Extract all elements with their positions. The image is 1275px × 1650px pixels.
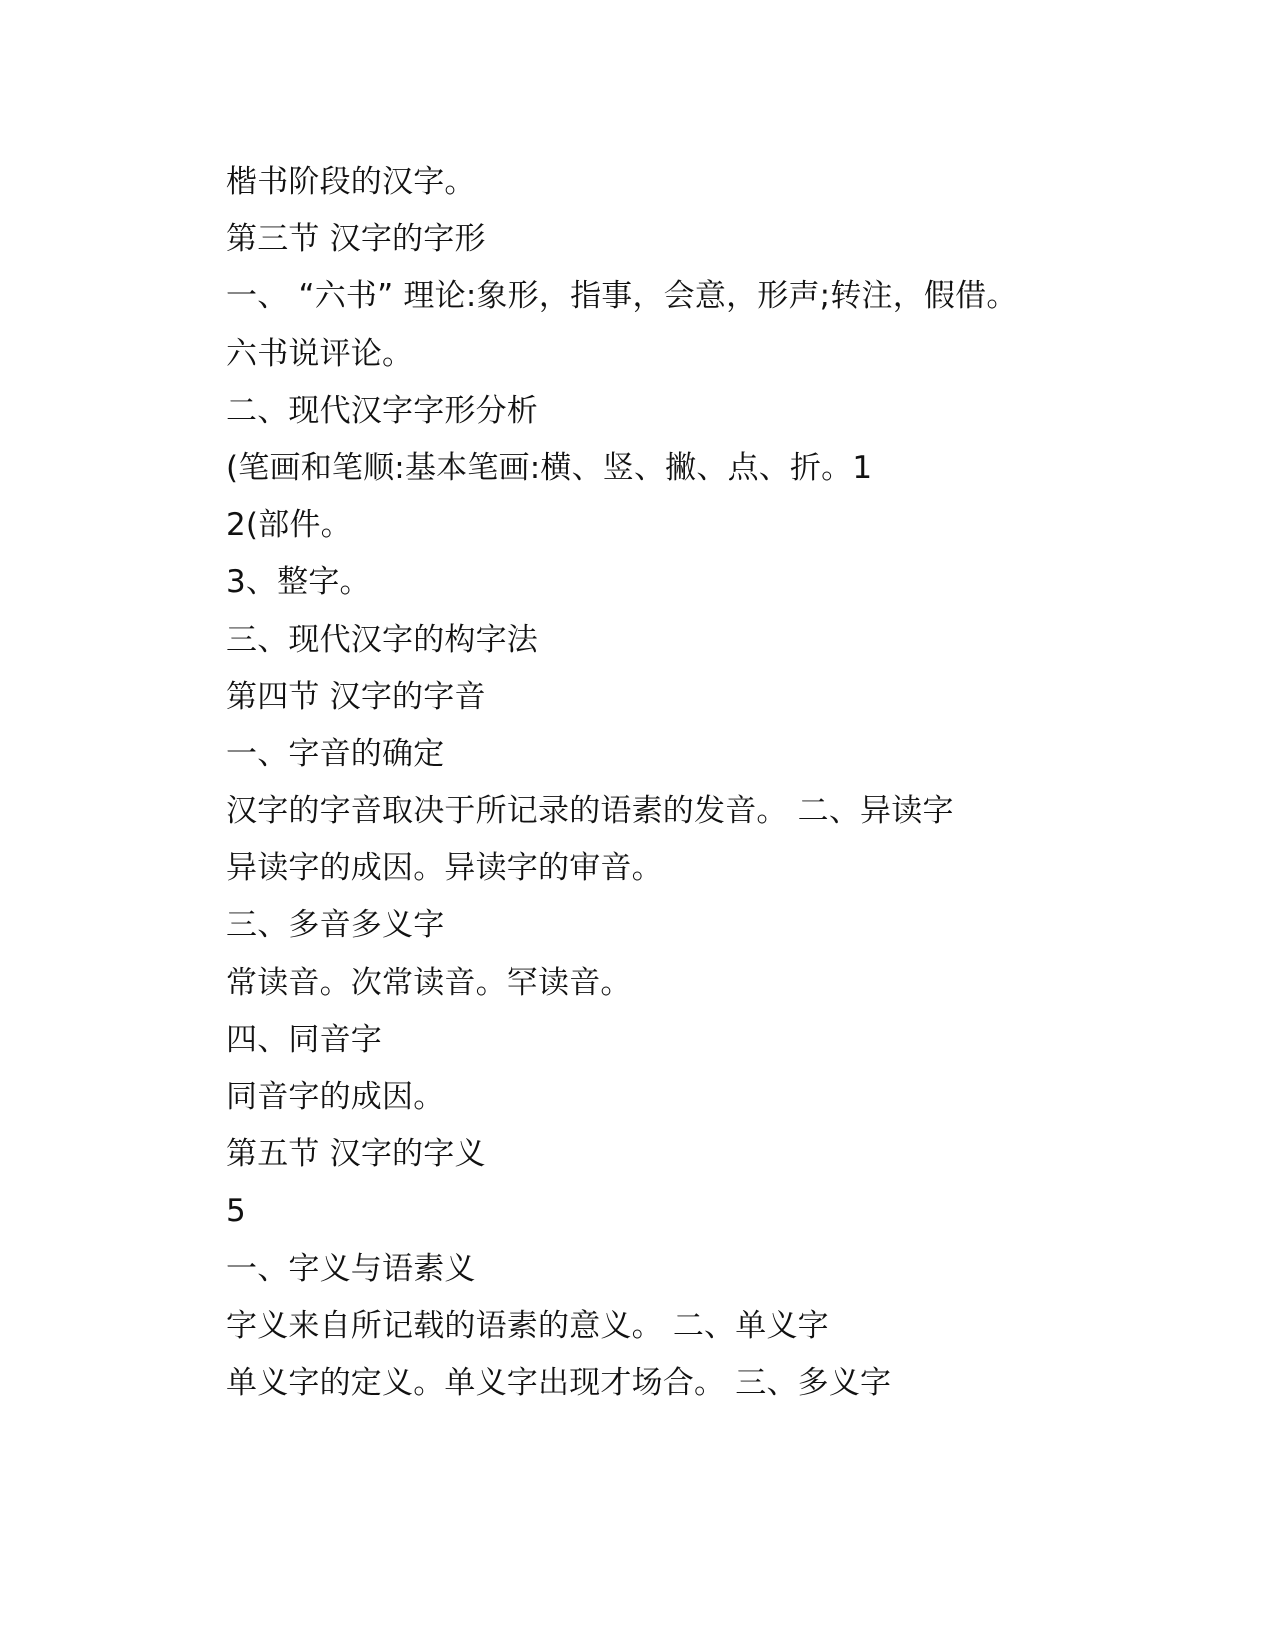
text-line: 同音字的成因。 <box>226 1079 445 1115</box>
text-line: 2(部件。 <box>226 507 352 544</box>
text-line: 汉字的字音取决于所记录的语素的发音。 二、异读字 <box>226 793 954 830</box>
document-body <box>226 154 1086 1412</box>
text-line: (笔画和笔顺:基本笔画:横、竖、撇、点、折。1 <box>226 449 873 486</box>
text-line: 字义来自所记载的语素的意义。 二、单义字 <box>226 1307 829 1344</box>
text-line: 单义字的定义。单义字出现才场合。 三、多义字 <box>226 1364 892 1401</box>
text-line: 3、整字。 <box>226 564 371 601</box>
section-heading: 第五节 汉字的字义 <box>226 1136 486 1173</box>
text-line: 常读音。次常读音。罕读音。 <box>226 964 632 1001</box>
subsection-heading: 四、同音字 <box>226 1021 382 1058</box>
text-line: 六书说评论。 <box>226 335 414 372</box>
text-line: 异读字的成因。异读字的审音。 <box>226 850 663 887</box>
subsection-heading: 三、多音多义字 <box>226 907 445 944</box>
text-line: 楷书阶段的汉字。 <box>226 164 476 200</box>
subsection-heading: 三、现代汉字的构字法 <box>226 621 538 658</box>
section-heading: 第三节 汉字的字形 <box>226 221 486 258</box>
section-heading: 第四节 汉字的字音 <box>226 678 486 715</box>
subsection-heading: 一、字音的确定 <box>226 735 445 772</box>
text-line: 一、 “六书” 理论:象形，指事，会意，形声;转注，假借。 <box>226 278 1018 315</box>
subsection-heading: 二、现代汉字字形分析 <box>226 392 538 429</box>
subsection-heading: 一、字义与语素义 <box>226 1250 476 1287</box>
page-number: 5 <box>226 1193 246 1230</box>
